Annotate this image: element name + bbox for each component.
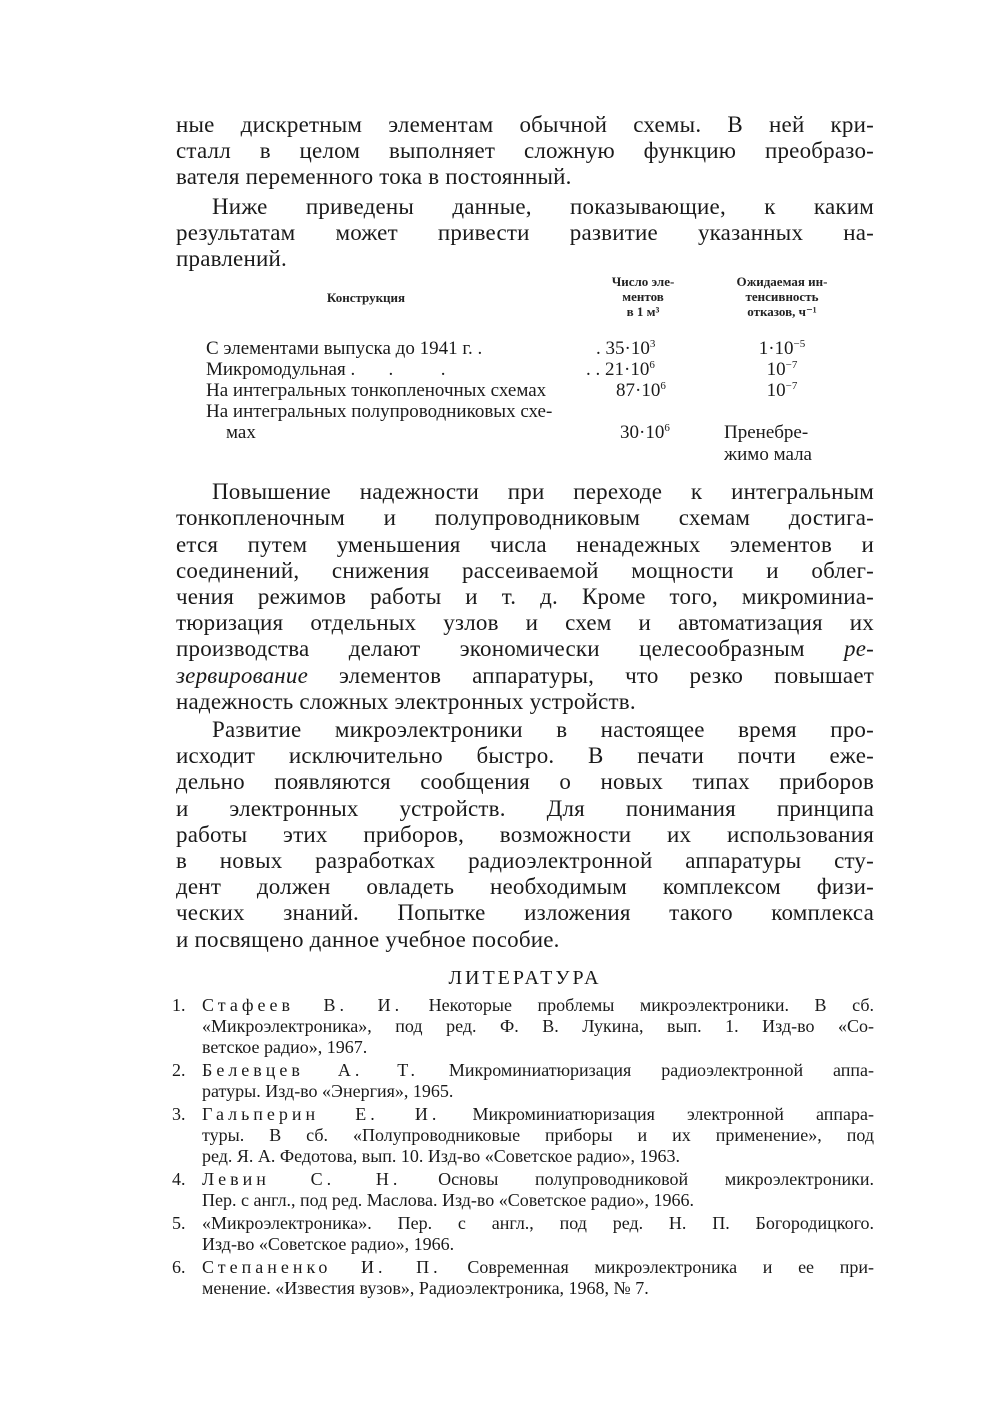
text-line: Повышение надежности при переходе к интегральным: [212, 479, 874, 505]
reference-line: туры. В сб. «Полупроводниковые приборы и их применение», под: [202, 1124, 874, 1145]
italic-term: зервирование: [176, 662, 309, 688]
table-row-label: На интегральных тонкопленочных схемах: [206, 380, 547, 402]
reference-text: Основы полупроводниковой микроэлектроники.: [401, 1168, 874, 1189]
table-row-rate: [722, 338, 842, 359]
reference-line: Пер. с англ., под ред. Маслова. Изд-во «Советское радио», 1966.: [202, 1189, 695, 1210]
reference-number: 1.: [172, 994, 186, 1015]
table-row-label: На интегральных полупроводниковых схе-: [206, 401, 553, 423]
reference-number: 3.: [172, 1103, 186, 1124]
text-line: дент должен овладеть необходимым комплексом физи-: [176, 874, 874, 900]
table-row-rate: [722, 380, 842, 401]
header-text: Ожидаемая ин-: [736, 274, 828, 290]
reference-number: 5.: [172, 1212, 186, 1233]
count-exponent: 6: [664, 422, 670, 435]
reference-text: Некоторые проблемы микроэлектроники. В сб.: [403, 994, 874, 1015]
reference-list: [172, 994, 875, 1299]
table-row-count: [620, 422, 670, 443]
count-value: 35·10: [605, 338, 650, 360]
rate-exponent: −5: [793, 338, 806, 351]
literature-heading: ЛИТЕРАТУРА: [448, 966, 602, 989]
reference-item: [172, 1256, 874, 1299]
reference-item: [172, 1059, 875, 1102]
reference-item: [172, 1212, 874, 1255]
reference-item: [172, 994, 874, 1058]
leader-dots: . .: [586, 359, 605, 381]
reference-line: менение. «Известия вузов», Радиоэлектроника, 1968, № 7.: [202, 1277, 649, 1298]
reference-line: ветское радио», 1967.: [202, 1036, 368, 1057]
paragraph-2: [176, 194, 874, 273]
table-row-count: [616, 380, 666, 401]
reference-text: Микроминиатюризация электронной аппара-: [440, 1103, 874, 1124]
paragraph-4: [176, 717, 874, 953]
count-exponent: 3: [649, 338, 656, 351]
text-line: правлений.: [176, 246, 287, 272]
reference-line: ред. Я. А. Федотова, вып. 10. Изд-во «Советское радио», 1963.: [202, 1145, 681, 1166]
text-line: и посвящено данное учебное пособие.: [176, 926, 560, 952]
table-row-label-cont: мах: [226, 422, 256, 444]
text-line: [176, 636, 874, 662]
count-exponent: 6: [660, 380, 666, 393]
table-row-rate: [722, 359, 842, 380]
reference-line: [202, 1104, 874, 1125]
header-text: отказов, ч⁻¹: [747, 304, 817, 320]
reference-item: [172, 1103, 874, 1167]
rate-value: 10: [766, 359, 786, 381]
rate-value: 1·10: [758, 338, 794, 360]
table-row-count: [596, 338, 655, 359]
text-line: исходит исключительно быстро. В печати почти еже-: [176, 743, 874, 769]
header-text: в 1 м³: [626, 304, 660, 320]
text-line: работы этих приборов, возможности их использования: [176, 821, 874, 847]
table-row-count: [586, 359, 655, 380]
reference-text: Современная микроэлектроника и ее при-: [441, 1256, 874, 1277]
table-row-rate-text: Пренебре-: [724, 422, 809, 444]
text-run: производства делают экономически целесообразным: [176, 636, 845, 662]
reference-item: [172, 1168, 874, 1211]
reference-author: Гальперин Е. И.: [202, 1103, 441, 1124]
count-exponent: 6: [649, 359, 655, 372]
text-line: [176, 663, 874, 689]
reference-line: [202, 1169, 874, 1190]
reference-number: 2.: [172, 1059, 186, 1080]
reference-text: Микроминиатюризация радиоэлектронной аппа-: [418, 1059, 875, 1080]
count-value: 30·10: [620, 422, 665, 444]
text-line: и электронных устройств. Для понимания принципа: [176, 795, 874, 821]
text-line: тонкопленочным и полупроводниковым схемам достига-: [176, 505, 874, 531]
reference-author: Белевцев А. Т.: [202, 1059, 419, 1080]
rate-value: 10: [766, 380, 786, 402]
table-row-label: Микромодульная . . .: [206, 359, 446, 381]
rate-exponent: −7: [785, 380, 798, 393]
text-line: дельно появляются сообщения о новых типах приборов: [176, 769, 874, 795]
table-header-count: [588, 274, 698, 319]
text-line: ные дискретным элементам обычной схемы. В ней кри-: [176, 112, 874, 137]
reference-author: Стафеев В. И.: [202, 994, 404, 1015]
table-header-rate: [712, 274, 852, 319]
reliability-table: [176, 276, 874, 471]
paragraph-3: [176, 479, 874, 715]
text-line: надежность сложных электронных устройств.: [176, 688, 636, 714]
leader-dots: .: [596, 338, 606, 360]
reference-author: Степаненко И. П.: [202, 1256, 442, 1277]
text-line: ческих знаний. Попытке изложения такого комплекса: [176, 900, 874, 926]
reference-line: ратуры. Изд-во «Энергия», 1965.: [202, 1080, 454, 1101]
text-line: в новых разработках радиоэлектронной аппаратуры сту-: [176, 848, 874, 874]
text-line: ется путем уменьшения числа ненадежных элементов и: [176, 531, 874, 557]
page-content: [172, 112, 875, 1301]
text-line: Развитие микроэлектроники в настоящее время про-: [212, 717, 874, 743]
reference-number: 6.: [172, 1256, 186, 1277]
table-header-construction: [276, 290, 456, 305]
text-line: тюризация отдельных узлов и схем и автоматизация их: [176, 610, 874, 636]
reference-line: «Микроэлектроника». Пер. с англ., под ред. Н. П. Богородицкого.: [202, 1212, 874, 1233]
text-line: результатам может привести развитие указанных на-: [176, 219, 874, 245]
header-text: тенсивность: [745, 289, 819, 305]
rate-exponent: −7: [785, 359, 798, 372]
reference-line: [202, 1060, 874, 1081]
reference-author: Левин С. Н.: [202, 1168, 402, 1189]
table-row-rate-text: жимо мала: [724, 444, 812, 466]
paragraph-1: [176, 112, 874, 191]
table-row-label: С элементами выпуска до 1941 г. .: [206, 338, 483, 360]
header-text: Конструкция: [326, 290, 406, 306]
header-text: Число эле-: [611, 274, 675, 290]
text-line: вателя переменного тока в постоянный.: [176, 164, 572, 190]
reference-line: [202, 995, 874, 1016]
count-value: 21·10: [605, 359, 650, 381]
text-line: соединений, снижения рассеиваемой мощности и облег-: [176, 557, 874, 583]
text-run: элементов аппаратуры, что резко повышает: [308, 662, 874, 688]
text-line: Ниже приведены данные, показывающие, к каким: [212, 193, 874, 219]
reference-number: 4.: [172, 1168, 186, 1189]
text-line: сталл в целом выполняет сложную функцию преобразо-: [176, 138, 874, 164]
header-text: ментов: [622, 289, 664, 305]
reference-line: [202, 1257, 874, 1278]
reference-line: Изд-во «Советское радио», 1966.: [202, 1233, 455, 1254]
italic-term: ре-: [844, 636, 874, 662]
text-line: чения режимов работы и т. д. Кроме того, микроминиа-: [176, 584, 874, 610]
count-value: 87·10: [616, 380, 661, 402]
reference-line: «Микроэлектроника», под ред. Ф. В. Лукина, вып. 1. Изд-во «Со-: [202, 1015, 874, 1036]
